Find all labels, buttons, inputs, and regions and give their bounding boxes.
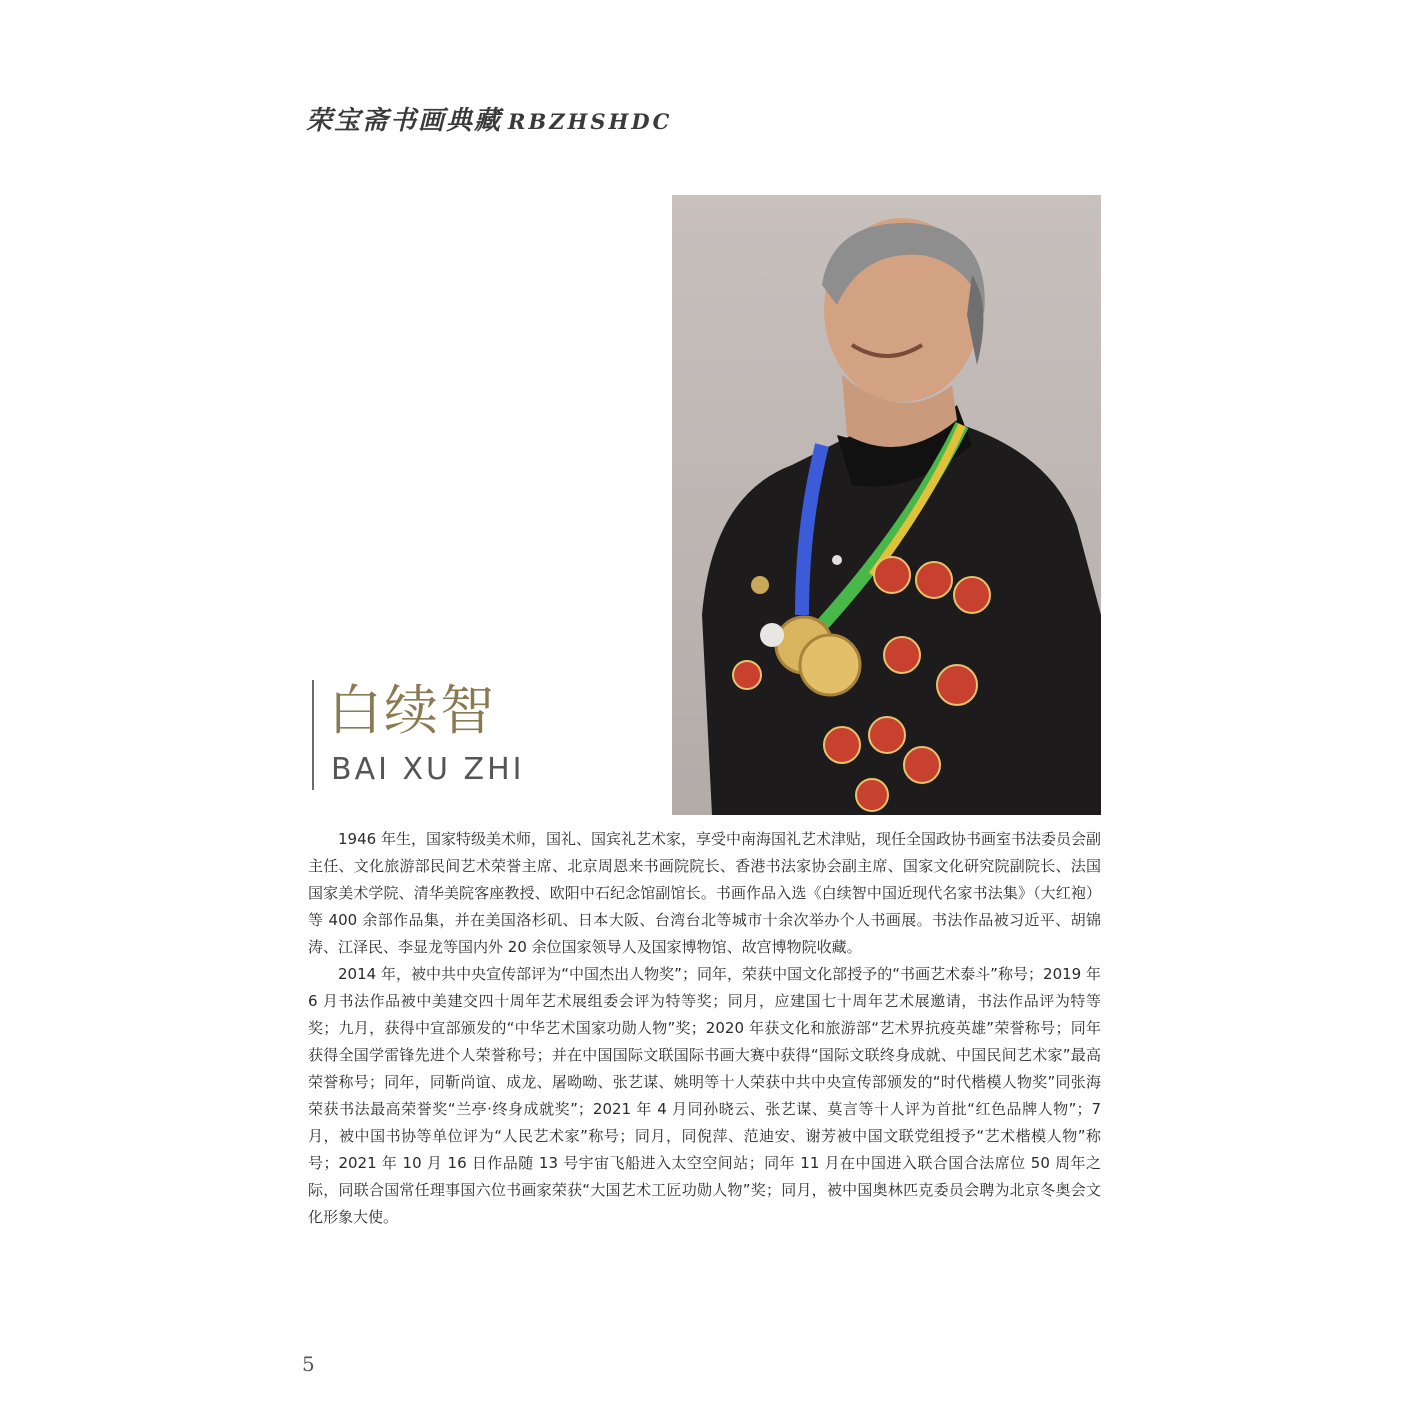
publication-title-cn: 荣宝斋书画典藏 xyxy=(306,106,503,136)
artist-name-cn: 白续智 xyxy=(328,679,496,742)
portrait-illustration xyxy=(672,195,1101,815)
biography-paragraph: 1946 年生，国家特级美术师，国礼、国宾礼艺术家，享受中南海国礼艺术津贴，现任全国政协书画室书法委员会副主任、文化旅游部民间艺术荣誉主席、北京周恩来书画院院长、香港书法家协会副主席、国家文化研究院副院长、法国国家美术学院、清华美院客座教授、欧阳中石纪念馆副馆长。书画作品入选《白续智中国近现代名家书法集》（大红袍）等 400 余部作品集，并在美国洛杉矶、日本大阪、台湾台北等城市十余次举办个人书画展。书法作品被习近平、胡锦涛、江泽民、李显龙等国内外 20 余位国家领导人及国家博物馆、故宫博物院收藏。 xyxy=(308,830,1101,956)
page-number: 5 xyxy=(302,1352,315,1376)
publication-title-en: RBZHSHDC xyxy=(508,109,673,134)
artist-name-en: BAI XU ZHI xyxy=(331,752,525,787)
publication-header xyxy=(306,100,672,137)
name-divider xyxy=(312,680,314,790)
biography-text xyxy=(308,826,1101,1231)
biography-paragraph: 2014 年，被中共中央宣传部评为“中国杰出人物奖”；同年，荣获中国文化部授予的“书画艺术泰斗”称号；2019 年 6 月书法作品被中美建交四十周年艺术展组委会评为特等奖；同月，应建国七十周年艺术展邀请，书法作品评为特等奖；九月，获得中宣部颁发的“中华艺术国家功勋人物”奖；2020 年获文化和旅游部“艺术界抗疫英雄”荣誉称号；同年获得全国学雷锋先进个人荣誉称号；并在中国国际文联国际书画大赛中获得“国际文联终身成就、中国民间艺术家”最高荣誉称号；同年，同靳尚谊、成龙、屠呦呦、张艺谋、姚明等十人荣获中共中央宣传部颁发的“时代楷模人物奖”同张海荣获书法最高荣誉奖“兰亭·终身成就奖”；2021 年 4 月同孙晓云、张艺谋、莫言等十人评为首批“红色品牌人物”；7 月，被中国书协等单位评为“人民艺术家”称号；同月，同倪萍、范迪安、谢芳被中国文联党组授予“艺术楷模人物”称号；2021 年 10 月 16 日作品随 13 号宇宙飞船进入太空空间站；同年 11 月在中国进入联合国合法席位 50 周年之际，同联合国常任理事国六位书画家荣获“大国艺术工匠功勋人物”奖；同月，被中国奥林匹克委员会聘为北京冬奥会文化形象大使。 xyxy=(308,965,1101,1226)
portrait-photo xyxy=(672,195,1101,815)
